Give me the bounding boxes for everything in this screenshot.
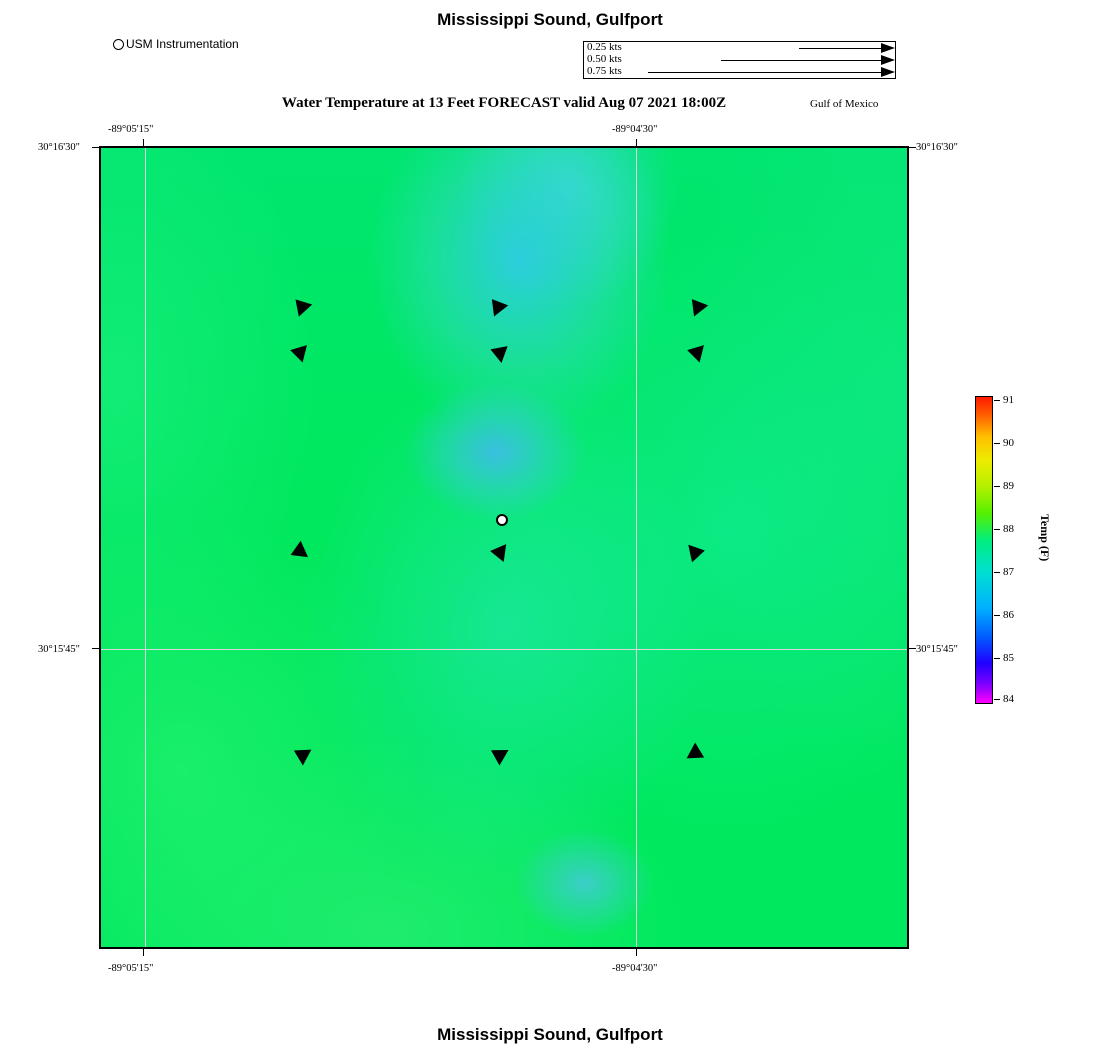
vector-scale-line-icon <box>721 60 881 61</box>
colorbar <box>975 396 1065 708</box>
colorbar-tick-label: 87 <box>1003 566 1014 578</box>
vector-scale-row <box>584 42 895 54</box>
vector-scale-label: 0.25 kts <box>587 41 622 53</box>
instrumentation-legend-label: USM Instrumentation <box>126 37 239 51</box>
page-title: Mississippi Sound, Gulfport <box>437 10 663 29</box>
forecast-title: Water Temperature at 13 Feet FORECAST valid Aug 07 2021 18:00Z <box>281 95 727 111</box>
region-label: Gulf of Mexico <box>810 98 879 110</box>
axis-tick <box>908 147 916 148</box>
colorbar-tick <box>994 443 1000 444</box>
colorbar-tick-label: 89 <box>1003 480 1014 492</box>
map-gridline-vertical <box>145 148 146 947</box>
map-gridline-horizontal <box>101 649 907 650</box>
axis-label-y-left-bottom: 30°15'45" <box>38 644 80 655</box>
colorbar-tick-label: 91 <box>1003 394 1014 406</box>
current-arrow <box>489 542 506 562</box>
open-circle-marker-icon <box>113 39 124 50</box>
vector-scale-legend <box>583 41 896 79</box>
axis-label-y-right-top: 30°16'30" <box>916 142 958 153</box>
vector-scale-row <box>584 54 895 66</box>
map-gridline-vertical <box>636 148 637 947</box>
vector-scale-line-icon <box>648 72 881 73</box>
vector-arrowhead-icon <box>881 55 895 65</box>
axis-label-y-left-top: 30°16'30" <box>38 142 80 153</box>
usm-instrumentation-marker[interactable] <box>496 514 508 526</box>
axis-label-x-bottom-left: -89°05'15" <box>108 963 154 974</box>
colorbar-tick-label: 86 <box>1003 609 1014 621</box>
vector-scale-line-icon <box>799 48 881 49</box>
colorbar-tick <box>994 615 1000 616</box>
colorbar-tick <box>994 699 1000 700</box>
vector-scale-label: 0.50 kts <box>587 53 622 65</box>
vector-arrowhead-icon <box>881 67 895 77</box>
axis-tick <box>908 648 916 649</box>
instrumentation-legend <box>113 37 239 51</box>
axis-tick <box>143 948 144 956</box>
vector-arrowhead-icon <box>881 43 895 53</box>
colorbar-tick <box>994 529 1000 530</box>
colorbar-title: Temp (F) <box>1038 514 1052 562</box>
axis-tick <box>636 948 637 956</box>
colorbar-tick-label: 88 <box>1003 523 1014 535</box>
axis-label-x-top-right: -89°04'30" <box>612 124 658 135</box>
vector-scale-row <box>584 66 895 78</box>
vector-scale-label: 0.75 kts <box>587 65 622 77</box>
colorbar-gradient <box>975 396 993 704</box>
colorbar-tick <box>994 486 1000 487</box>
colorbar-tick-label: 84 <box>1003 693 1014 705</box>
axis-label-y-right-bottom: 30°15'45" <box>916 644 958 655</box>
axis-label-x-bottom-right: -89°04'30" <box>612 963 658 974</box>
map-panel[interactable] <box>99 146 909 949</box>
colorbar-tick-label: 90 <box>1003 437 1014 449</box>
axis-label-x-top-left: -89°05'15" <box>108 124 154 135</box>
page-footer-title: Mississippi Sound, Gulfport <box>437 1025 663 1044</box>
colorbar-tick <box>994 400 1000 401</box>
colorbar-tick <box>994 572 1000 573</box>
colorbar-tick-label: 85 <box>1003 652 1014 664</box>
colorbar-tick <box>994 658 1000 659</box>
